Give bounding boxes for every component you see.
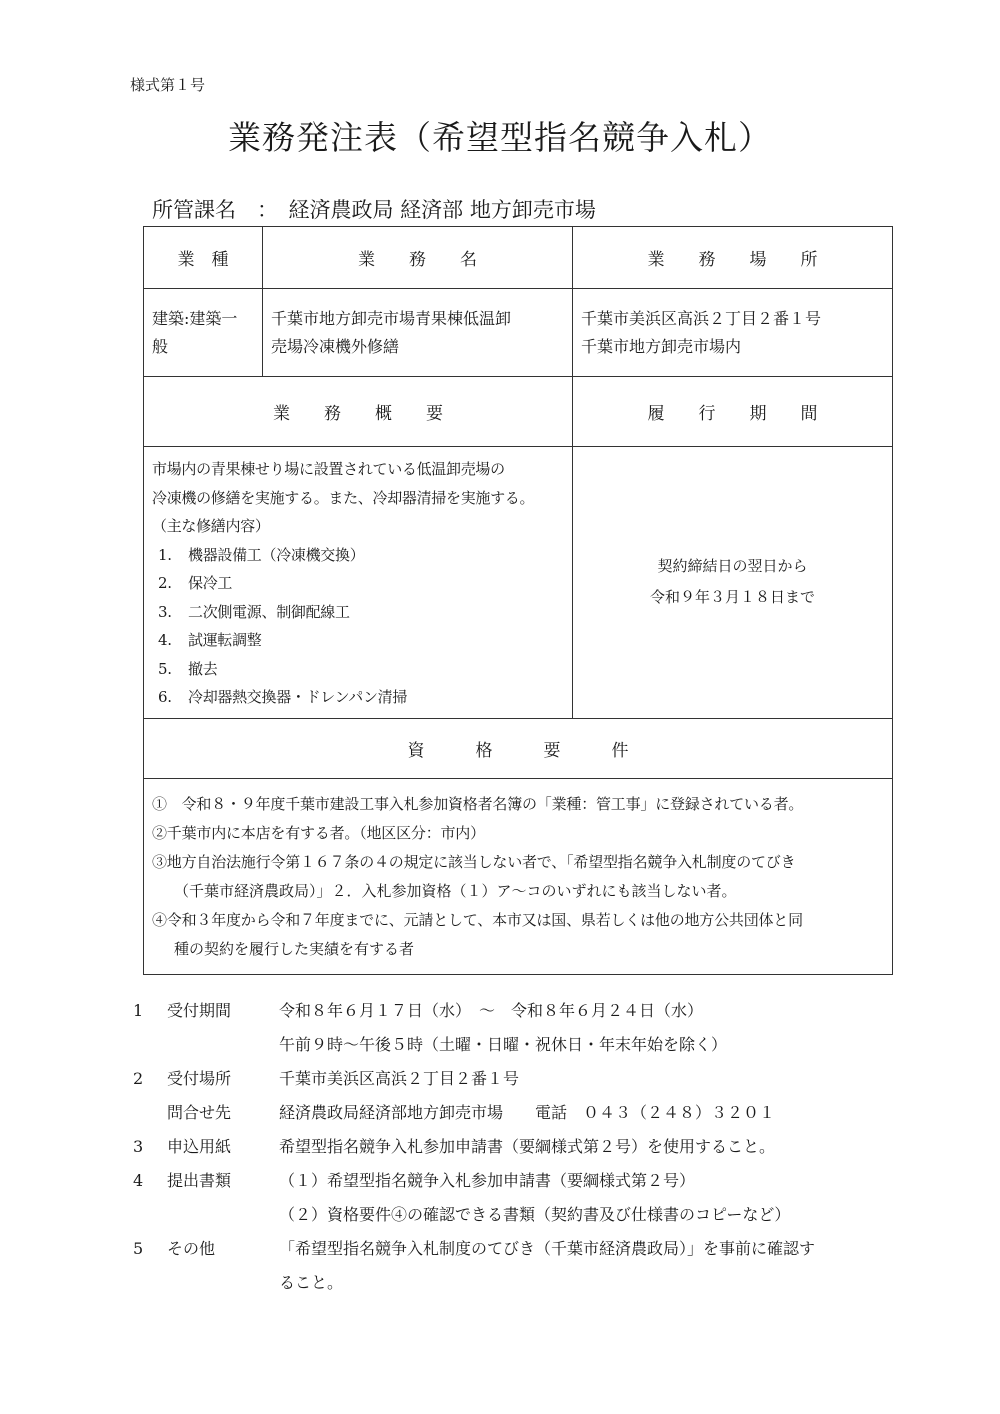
qualification-item: ②千葉市内に本店を有する者。（地区区分：市内） (152, 824, 485, 842)
name-line: 千葉市地方卸売市場青果棟低温卸 (271, 308, 512, 328)
type-line: 般 (152, 336, 169, 356)
header-type: 業 種 (144, 227, 263, 289)
qualifications-cell (144, 778, 893, 974)
qualification-item: ④令和３年度から令和７年度までに、元請として、本市又は国、県若しくは他の地方公共団体と同 (152, 911, 803, 929)
form-number: 様式第１号 (130, 76, 206, 94)
repair-item: 2. 保冷工 (158, 574, 233, 592)
header-name: 業 務 名 (263, 227, 573, 289)
name-line: 売場冷凍機外修繕 (271, 336, 400, 356)
note-row: （２）資格要件④の確認できる書類（契約書及び仕様書のコピーなど） (279, 1205, 791, 1224)
repair-item: 6. 冷却器熱交換器・ドレンパン清掃 (158, 688, 408, 706)
repair-item: 3. 二次側電源、制御配線工 (158, 602, 350, 621)
location-cell (573, 289, 893, 377)
repair-item: 4. 試運転調整 (158, 631, 262, 649)
note-row: 問合せ先 経済農政局経済部地方卸売市場 電話 ０４３（２４８）３２０１ (167, 1103, 776, 1122)
qualification-continuation: 種の契約を履行した実績を有する者 (174, 940, 415, 958)
overview-line: （主な修繕内容） (152, 517, 270, 535)
qualification-item: ③地方自治法施行令第１６７条の４の規定に該当しない者で、「希望型指名競争入札制度のてびき (152, 853, 796, 871)
overview-line: 冷凍機の修繕を実施する。また、冷却器清掃を実施する。 (152, 488, 535, 507)
note-row: 1 受付期間 令和８年６月１７日（水） ～ 令和８年６月２４日（水） (133, 1001, 704, 1020)
repair-item: 1. 機器設備工（冷凍機交換） (158, 545, 365, 564)
note-row: 3 申込用紙 希望型指名競争入札参加申請書（要綱様式第２号）を使用すること。 (133, 1137, 776, 1156)
overview-cell (144, 447, 573, 719)
period-line: 令和９年３月１８日まで (649, 588, 815, 607)
notes-section (133, 996, 913, 1302)
department-line: 所管課名 ： 経済農政局 経済部 地方卸売市場 (152, 198, 596, 222)
location-line: 千葉市地方卸売市場内 (581, 336, 742, 356)
note-row: 5 その他 「希望型指名競争入札制度のてびき（千葉市経済農政局）」を事前に確認す (133, 1239, 816, 1258)
type-cell (144, 289, 263, 377)
header-overview: 業 務 概 要 (144, 377, 573, 447)
header-location: 業 務 場 所 (573, 227, 893, 289)
name-cell (263, 289, 573, 377)
type-line: 建築:建築一 (152, 308, 238, 328)
period-cell (573, 447, 893, 719)
qualification-continuation: （千葉市経済農政局）」２．入札参加資格（１）ア～コのいずれにも該当しない者。 (174, 882, 737, 900)
note-row: ること。 (279, 1273, 344, 1292)
period-line: 契約締結日の翌日から (657, 557, 808, 576)
note-row: 4 提出書類 （１）希望型指名競争入札参加申請書（要綱様式第２号） (133, 1171, 696, 1190)
header-period: 履 行 期 間 (573, 377, 893, 447)
repair-item: 5. 撤去 (158, 659, 218, 678)
location-line: 千葉市美浜区高浜２丁目２番１号 (581, 308, 822, 328)
note-row: 2 受付場所 千葉市美浜区高浜２丁目２番１号 (133, 1069, 520, 1088)
order-table (143, 226, 893, 975)
note-row: 午前９時～午後５時（土曜・日曜・祝休日・年末年始を除く） (279, 1035, 728, 1054)
page-title: 業務発注表（希望型指名競争入札） (228, 118, 772, 157)
header-qualifications: 資 格 要 件 (144, 718, 893, 778)
overview-line: 市場内の青果棟せり場に設置されている低温卸売場の (152, 460, 505, 478)
qualification-item: ① 令和８・９年度千葉市建設工事入札参加資格者名簿の「業種：管工事」に登録されている者。 (152, 795, 804, 813)
